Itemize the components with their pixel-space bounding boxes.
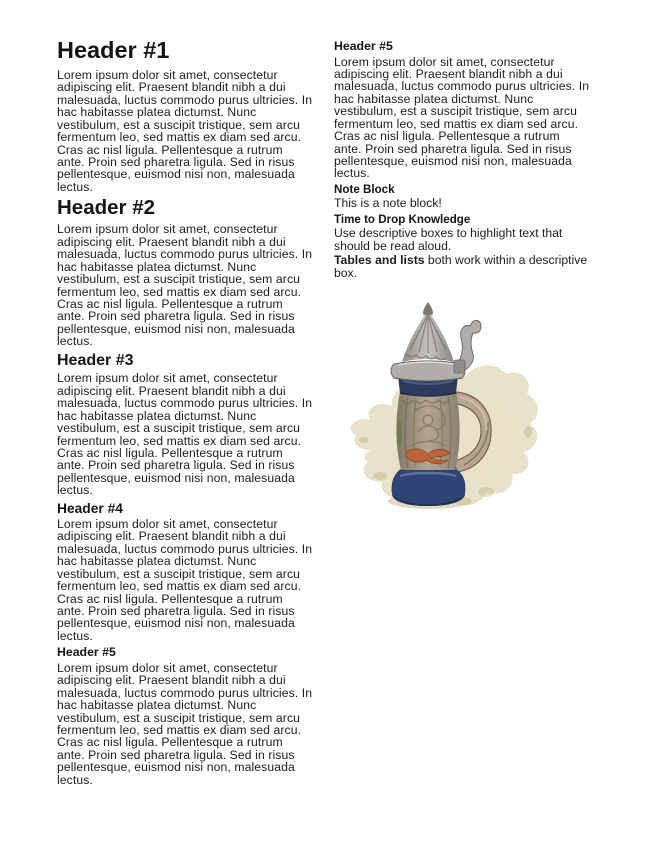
splotch-speckle	[524, 426, 532, 438]
heading-5-right: Header #5	[334, 39, 393, 53]
lorem-paragraph: Lorem ipsum dolor sit amet, consectetur adipiscing elit. Praesent blandit nibh a dui malesuada, luctus commodo purus ultricies. In hac habitasse platea dictumst. Nunc vestibulum, est a suscipit tristique, sem arcu fermentum leo, sed mattis ex diam sed arcu. Cras ac nisl ligula. Pellentesque a rutrum ante. Proin sed pharetra ligula. Sed in risus pellentesque, euismod nisi non, malesuada lectus.	[57, 67, 313, 194]
heading-1: Header #1	[57, 37, 170, 63]
right-column	[334, 36, 590, 523]
lever-hinge	[454, 360, 465, 373]
note-block-body: This is a note block!	[334, 196, 442, 211]
splotch-speckle	[478, 487, 494, 497]
knowledge-body: Use descriptive boxes to highlight text that should be read aloud.	[334, 226, 563, 254]
left-column	[57, 36, 313, 788]
tables-lists-rest: both work within a descriptive box.	[334, 252, 588, 280]
stein-base	[392, 468, 466, 506]
heading-5: Header #5	[57, 645, 116, 660]
tables-lists-line	[334, 254, 590, 280]
beer-stein-figure	[340, 300, 590, 523]
lorem-paragraph: Lorem ipsum dolor sit amet, consectetur adipiscing elit. Praesent blandit nibh a dui malesuada, luctus commodo purus ultricies. In hac habitasse platea dictumst. Nunc vestibulum, est a suscipit tristique, sem arcu fermentum leo, sed mattis ex diam sed arcu. Cras ac nisl ligula. Pellentesque a rutrum ante. Proin sed pharetra ligula. Sed in risus pellentesque, euismod nisi non, malesuada lectus.	[57, 371, 313, 498]
note-block-title: Note Block	[334, 182, 395, 196]
splotch-speckle	[359, 437, 369, 443]
stein-thumb-lever	[454, 320, 481, 373]
heading-2: Header #2	[57, 196, 156, 220]
splotch-speckle	[373, 472, 387, 480]
lorem-paragraph: Lorem ipsum dolor sit amet, consectetur adipiscing elit. Praesent blandit nibh a dui malesuada, luctus commodo purus ultricies. In hac habitasse platea dictumst. Nunc vestibulum, est a suscipit tristique, sem arcu fermentum leo, sed mattis ex diam sed arcu. Cras ac nisl ligula. Pellentesque a rutrum ante. Proin sed pharetra ligula. Sed in risus pellentesque, euismod nisi non, malesuada lectus.	[334, 54, 590, 181]
tables-lists-bold: Tables and lists	[334, 252, 425, 267]
heading-4: Header #4	[57, 500, 123, 516]
knowledge-title: Time to Drop Knowledge	[334, 213, 471, 227]
lid-finial	[423, 302, 433, 316]
heading-3: Header #3	[57, 351, 134, 369]
lorem-paragraph: Lorem ipsum dolor sit amet, consectetur adipiscing elit. Praesent blandit nibh a dui malesuada, luctus commodo purus ultricies. In hac habitasse platea dictumst. Nunc vestibulum, est a suscipit tristique, sem arcu fermentum leo, sed mattis ex diam sed arcu. Cras ac nisl ligula. Pellentesque a rutrum ante. Proin sed pharetra ligula. Sed in risus pellentesque, euismod nisi non, malesuada lectus.	[57, 222, 313, 349]
lorem-paragraph: Lorem ipsum dolor sit amet, consectetur adipiscing elit. Praesent blandit nibh a dui malesuada, luctus commodo purus ultricies. In hac habitasse platea dictumst. Nunc vestibulum, est a suscipit tristique, sem arcu fermentum leo, sed mattis ex diam sed arcu. Cras ac nisl ligula. Pellentesque a rutrum ante. Proin sed pharetra ligula. Sed in risus pellentesque, euismod nisi non, malesuada lectus.	[57, 660, 313, 787]
beer-stein-illustration	[340, 300, 612, 518]
stein-body	[396, 392, 459, 470]
lorem-paragraph: Lorem ipsum dolor sit amet, consectetur adipiscing elit. Praesent blandit nibh a dui malesuada, luctus commodo purus ultricies. In hac habitasse platea dictumst. Nunc vestibulum, est a suscipit tristique, sem arcu fermentum leo, sed mattis ex diam sed arcu. Cras ac nisl ligula. Pellentesque a rutrum ante. Proin sed pharetra ligula. Sed in risus pellentesque, euismod nisi non, malesuada lectus.	[57, 516, 313, 643]
